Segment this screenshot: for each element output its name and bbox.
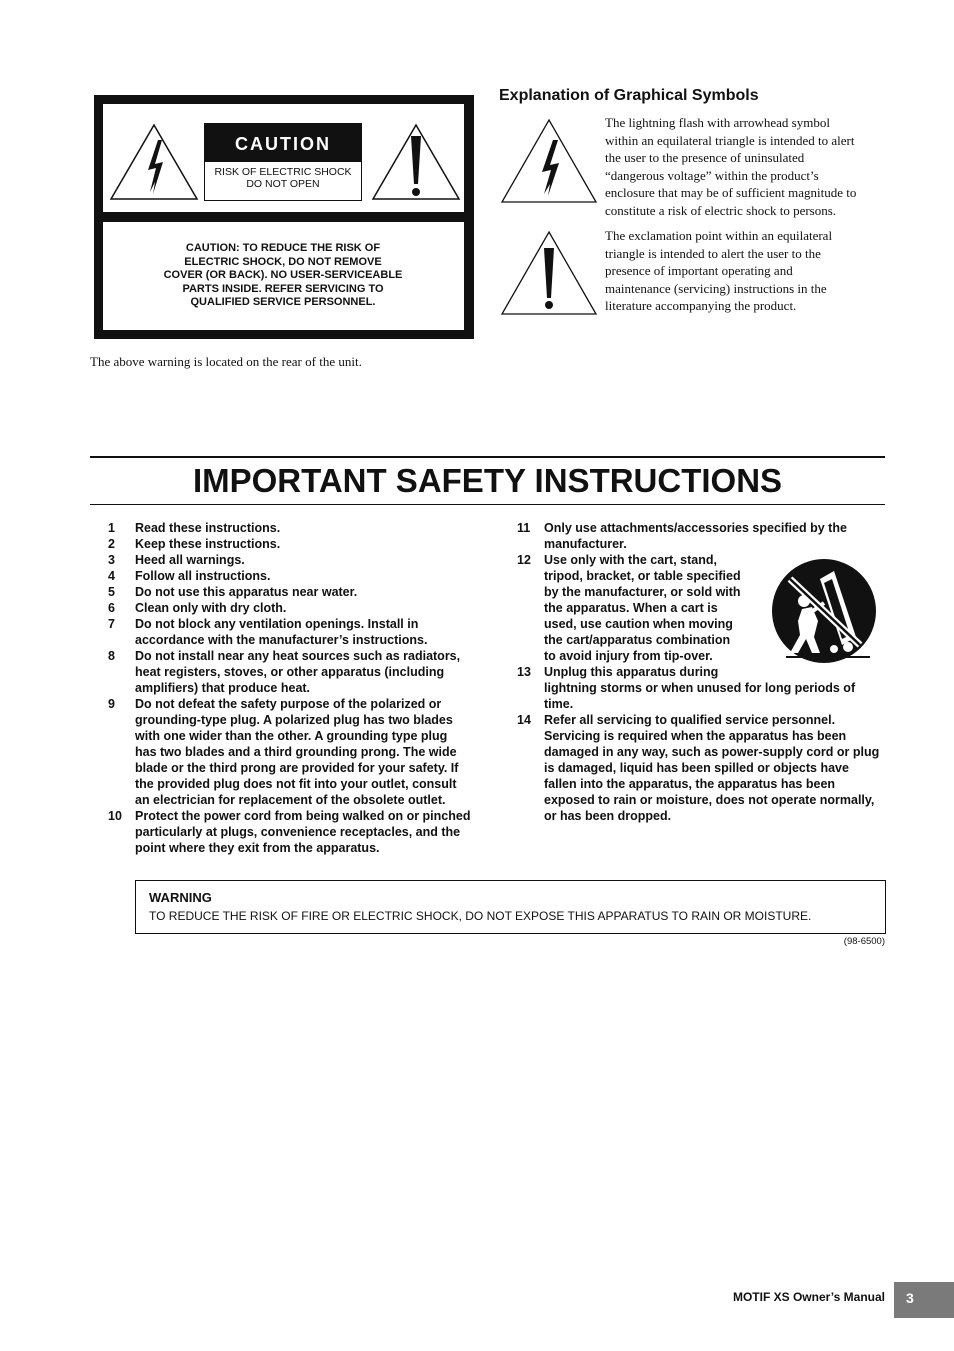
page-number: 3	[906, 1290, 914, 1306]
list-item: 4 Follow all instructions.	[108, 569, 271, 583]
page-title: IMPORTANT SAFETY INSTRUCTIONS	[192, 462, 783, 499]
instructions-left-column	[108, 520, 478, 856]
lightning-triangle-icon	[500, 118, 598, 204]
list-item: 8 Do not install near any heat sources such as radiators, heat registers, stoves, or other apparatus (including amplifiers) that produce heat.	[108, 649, 461, 695]
list-item: 9 Do not defeat the safety purpose of the polarized or grounding-type plug. A polarized plug has two blades with one wider than the other. A grounding type plug has two blades and a third grounding prong. The wide blade or the third prong are provided for your safety. If the provided plug does not fit into your outlet, consult an electrician for replacement of the obsolete outlet.	[108, 697, 459, 807]
caution-title: CAUTION	[205, 124, 361, 162]
caution-body-text: CAUTION: TO REDUCE THE RISK OF ELECTRIC SHOCK, DO NOT REMOVE COVER (OR BACK). NO USER-SERVICEABLE PARTS INSIDE. REFER SERVICING TO QUALIFIED SERVICE PERSONNEL.	[163, 242, 403, 308]
rear-note: The above warning is located on the rear of the unit.	[90, 354, 362, 369]
list-item: 6 Clean only with dry cloth.	[108, 601, 287, 615]
list-item: 12 Use only with the cart, stand, tripod, bracket, or table specified by the manufacturer, or sold with the apparatus. When a cart is used, use caution when moving the cart/apparatus combination to avoid injury from tip-over.	[517, 553, 741, 663]
reference-code: (98-6500)	[843, 936, 885, 947]
cart-tip-over-warning-icon	[768, 557, 876, 663]
exclamation-symbol-explanation: The exclamation point within an equilateral triangle is intended to alert the user to the presence of important operating and maintenance (servicing) instructions in the literature accompanying the product.	[605, 228, 833, 314]
title-rule-bottom	[90, 504, 885, 505]
symbols-heading: Explanation of Graphical Symbols	[499, 87, 759, 104]
list-item: 5 Do not use this apparatus near water.	[108, 585, 358, 599]
warning-title: WARNING	[149, 890, 212, 905]
page-number-tab	[894, 1282, 954, 1318]
list-item: 13 Unplug this apparatus during lightning storms or when unused for long periods of time.	[517, 665, 856, 711]
list-item: 11 Only use attachments/accessories specified by the manufacturer.	[517, 521, 847, 551]
warning-box	[135, 880, 886, 934]
title-rule-top	[90, 456, 885, 458]
exclamation-triangle-icon	[370, 122, 462, 202]
caution-subtitle: RISK OF ELECTRIC SHOCK DO NOT OPEN	[214, 166, 352, 190]
list-item: 1 Read these instructions.	[108, 521, 281, 535]
warning-text: TO REDUCE THE RISK OF FIRE OR ELECTRIC SHOCK, DO NOT EXPOSE THIS APPARATUS TO RAIN OR MOISTURE.	[149, 909, 812, 923]
footer-manual-title: MOTIF XS Owner’s Manual	[732, 1290, 885, 1304]
lightning-triangle-icon	[108, 122, 200, 202]
list-item: 3 Heed all warnings.	[108, 553, 245, 567]
list-item: 2 Keep these instructions.	[108, 537, 281, 551]
list-item: 10 Protect the power cord from being walked on or pinched particularly at plugs, convenience receptacles, and the point where they exit from the apparatus.	[108, 809, 471, 855]
lightning-symbol-explanation: The lightning flash with arrowhead symbol within an equilateral triangle is intended to alert the user to the presence of uninsulated “dangerous voltage” within the product’s enclosure that may be of sufficient magnitude to constitute a risk of electric shock to persons.	[605, 115, 857, 218]
list-item: 7 Do not block any ventilation openings. Install in accordance with the manufacturer’s instructions.	[108, 617, 428, 647]
exclamation-triangle-icon	[500, 230, 598, 316]
list-item: 14 Refer all servicing to qualified service personnel. Servicing is required when the apparatus has been damaged in any way, such as power-supply cord or plug is damaged, liquid has been spilled or objects have fallen into the apparatus, the apparatus has been exposed to rain or moisture, does not operate normally, or has been dropped.	[517, 713, 880, 823]
